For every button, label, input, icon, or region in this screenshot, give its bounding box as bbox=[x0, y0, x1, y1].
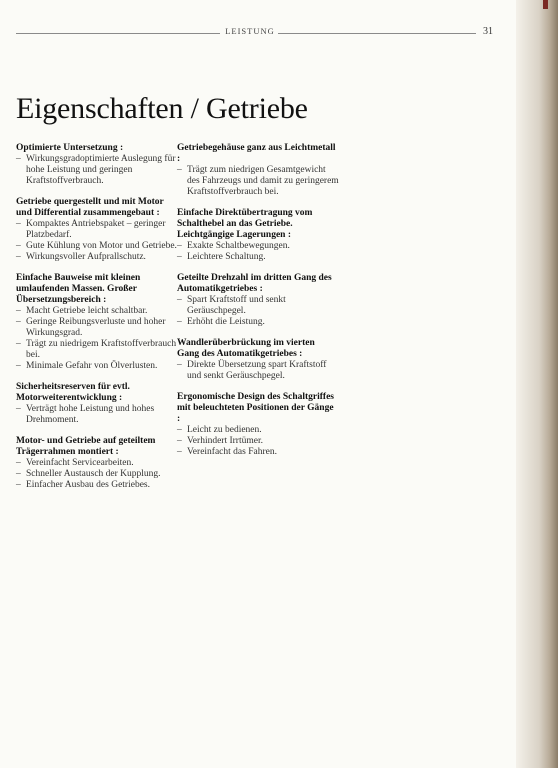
section-heading: Sicherheitsreserven für evtl. Motorweiterentwicklung : bbox=[16, 382, 130, 403]
list-item: – Geringe Reibungsverluste und hoher Wirkungsgrad. bbox=[16, 317, 178, 339]
bullet-list bbox=[177, 360, 339, 382]
feature-section bbox=[177, 208, 339, 263]
book-spine-shadow bbox=[516, 0, 558, 768]
bullet-list bbox=[177, 241, 339, 263]
list-item: – Trägt zum niedrigen Gesamtgewicht des Fahrzeugs und damit zu geringerem Kraftstoffverbrauch bei. bbox=[177, 165, 339, 198]
list-item: – Vereinfacht das Fahren. bbox=[177, 447, 339, 458]
section-heading: Ergonomische Design des Schaltgriffes mit beleuchteten Positionen der Gänge : bbox=[177, 392, 335, 424]
ribbon-marker bbox=[543, 0, 548, 9]
section-heading: Einfache Bauweise mit kleinen umlaufenden Massen. Großer Übersetzungsbereich : bbox=[16, 273, 141, 305]
bullet-list bbox=[177, 165, 339, 198]
list-item: – Exakte Schaltbewegungen. bbox=[177, 241, 339, 252]
bullet-list bbox=[16, 154, 178, 187]
section-heading: Getriebegehäuse ganz aus Leichtmetall : bbox=[177, 143, 336, 164]
bullet-list bbox=[16, 219, 178, 263]
header-rule-left bbox=[16, 33, 220, 34]
feature-section bbox=[16, 143, 178, 187]
feature-section bbox=[177, 273, 339, 328]
list-item: – Trägt zu niedrigem Kraftstoffverbrauch bei. bbox=[16, 339, 178, 361]
feature-section bbox=[16, 273, 178, 372]
list-item: – Gute Kühlung von Motor und Getriebe. bbox=[16, 241, 178, 252]
section-heading: Optimierte Untersetzung : bbox=[16, 143, 124, 153]
header-rule-right bbox=[278, 33, 476, 34]
list-item: – Macht Getriebe leicht schaltbar. bbox=[16, 306, 178, 317]
page-title: Eigenschaften / Getriebe bbox=[16, 92, 308, 125]
section-heading: Wandlerüberbrückung im vierten Gang des Automatikgetriebes : bbox=[177, 338, 315, 359]
list-item: – Wirkungsgradoptimierte Auslegung für hohe Leistung und geringen Kraftstoffverbrauch. bbox=[16, 154, 178, 187]
page-number: 31 bbox=[483, 26, 493, 37]
list-item: – Leichtere Schaltung. bbox=[177, 252, 339, 263]
section-heading: Geteilte Drehzahl im dritten Gang des Automatikgetriebes : bbox=[177, 273, 332, 294]
list-item: – Vereinfacht Servicearbeiten. bbox=[16, 458, 178, 469]
list-item: – Erhöht die Leistung. bbox=[177, 317, 339, 328]
feature-section bbox=[16, 382, 178, 426]
bullet-list bbox=[16, 306, 178, 372]
bullet-list bbox=[16, 458, 178, 491]
column-right bbox=[177, 143, 339, 468]
list-item: – Kompaktes Antriebspaket – geringer Platzbedarf. bbox=[16, 219, 178, 241]
list-item: – Schneller Austausch der Kupplung. bbox=[16, 469, 178, 480]
running-head: LEISTUNG bbox=[225, 26, 275, 36]
list-item: – Minimale Gefahr von Ölverlusten. bbox=[16, 361, 178, 372]
list-item: – Wirkungsvoller Aufprallschutz. bbox=[16, 252, 178, 263]
feature-section bbox=[177, 392, 339, 458]
list-item: – Spart Kraftstoff und senkt Geräuschpegel. bbox=[177, 295, 339, 317]
section-heading: Einfache Direktübertragung vom Schalthebel an das Getriebe. Leichtgängige Lagerungen : bbox=[177, 208, 313, 240]
bullet-list bbox=[16, 404, 178, 426]
bullet-list bbox=[177, 425, 339, 458]
feature-section bbox=[177, 143, 339, 198]
bullet-list bbox=[177, 295, 339, 328]
list-item: – Leicht zu bedienen. bbox=[177, 425, 339, 436]
list-item: – Direkte Übersetzung spart Kraftstoff und senkt Geräuschpegel. bbox=[177, 360, 339, 382]
list-item: – Verträgt hohe Leistung und hohes Drehmoment. bbox=[16, 404, 178, 426]
feature-section bbox=[177, 338, 339, 382]
list-item: – Verhindert Irrtümer. bbox=[177, 436, 339, 447]
list-item: – Einfacher Ausbau des Getriebes. bbox=[16, 480, 178, 491]
section-heading: Motor- und Getriebe auf geteiltem Trägerrahmen montiert : bbox=[16, 436, 156, 457]
section-heading: Getriebe quergestellt und mit Motor und Differential zusammengebaut : bbox=[16, 197, 164, 218]
column-left bbox=[16, 143, 178, 501]
feature-section bbox=[16, 436, 178, 491]
feature-section bbox=[16, 197, 178, 263]
